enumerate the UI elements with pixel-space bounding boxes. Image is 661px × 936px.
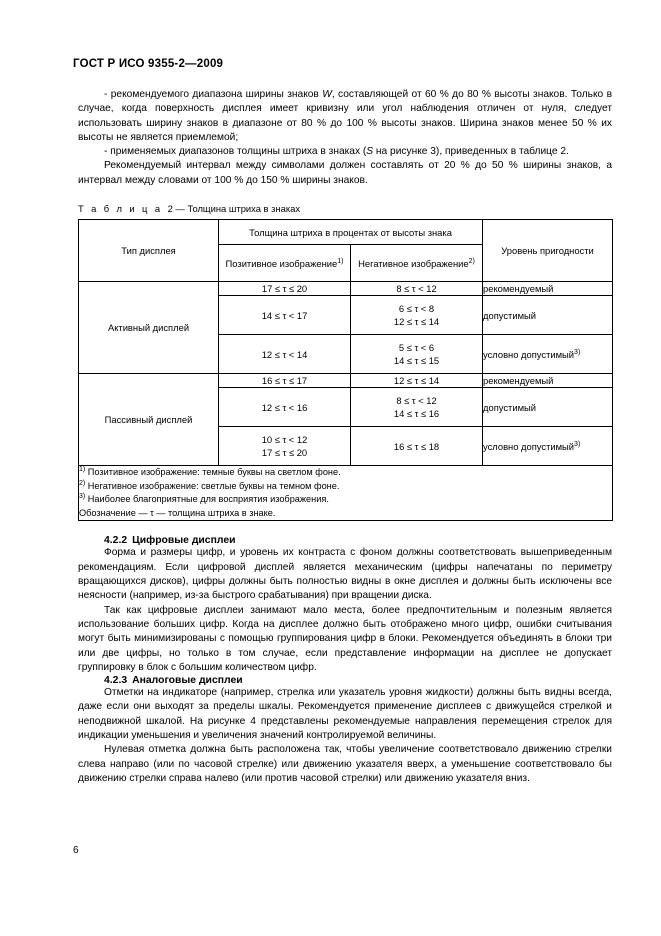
- table-row: [79, 374, 613, 388]
- header-suitability: Уровень пригодности: [483, 220, 613, 282]
- table-row: [79, 282, 613, 296]
- footnote-3-marker: 3): [79, 493, 86, 501]
- table-caption-number: 2: [167, 203, 173, 215]
- symbol-s: S: [366, 146, 374, 158]
- cell-positive-line: 16 ≤ τ ≤ 17: [261, 375, 308, 387]
- cell-positive: [219, 335, 351, 374]
- cell-suitability: [483, 388, 613, 427]
- paragraph-stroke-thickness-part-b: на рисунке 3), приведенных в таблице 2.: [373, 146, 569, 158]
- footnote-1-marker: 1): [79, 466, 86, 474]
- table-header-row-group: [79, 220, 613, 245]
- page-content: [78, 88, 612, 786]
- cell-negative-line: 8 ≤ τ < 12: [396, 283, 437, 295]
- cell-positive: [219, 296, 351, 335]
- table-caption-title: — Толщина штриха в знаках: [175, 203, 301, 215]
- header-group-thickness: Толщина штриха в процентах от высоты знака: [219, 220, 483, 245]
- cell-negative-line: 14 ≤ τ ≤ 15: [393, 355, 440, 367]
- footnote-3-text: Наиболее благоприятные для восприятия изображения.: [87, 494, 329, 505]
- paragraph-char-width: [78, 88, 612, 145]
- cell-suitability: [483, 282, 613, 296]
- footnote-2-text: Негативное изображение: светлые буквы на темном фоне.: [87, 480, 340, 491]
- cell-negative: [351, 374, 483, 388]
- table-footnotes: [79, 466, 613, 521]
- heading-4-2-2: [78, 535, 612, 546]
- cell-positive-line: 14 ≤ τ < 17: [261, 309, 308, 321]
- footnote-1: [79, 466, 612, 480]
- heading-4-2-3: [78, 675, 612, 686]
- paragraph-digital-display-1: Форма и размеры цифр, и уровень их контраста с фоном должны соответствовать вышеприведенным рекомендациям. Если цифровой дисплей является механическим (цифры напечатаны по периметру вращающихся дисков), цифры должны быть полностью видны в окне дисплея и должны быть исключены все неясности (например, из-за быстрого срабатывания) при вращении диска.: [78, 547, 612, 602]
- paragraph-digital-display-2: Так как цифровые дисплеи занимают мало места, более предпочтительным и полезным является использование больших цифр. Когда на дисплее должно быть отображено много цифр, ошибки считывания могут быть минимизированы с помощью группирования цифр в блоки. Рекомендуется объединять в блоки три или две цифры, но только в том случае, если представление информации на дисплее не допускает группировку в блок с большим количеством цифр.: [78, 604, 612, 673]
- footnote-notation: Обозначение — τ — толщина штриха в знаке.: [79, 507, 276, 518]
- cell-suitability-ref: 3): [574, 348, 581, 356]
- cell-negative-line: 14 ≤ τ ≤ 16: [393, 408, 440, 420]
- footnote-1-text: Позитивное изображение: темные буквы на светлом фоне.: [87, 467, 341, 478]
- cell-negative-line: 12 ≤ τ ≤ 14: [393, 375, 440, 387]
- cell-suitability-label: рекомендуемый: [483, 375, 554, 387]
- cell-negative-line: 12 ≤ τ ≤ 14: [393, 316, 440, 328]
- paragraph-spacing: Рекомендуемый интервал между символами должен составлять от 20 % до 50 % ширины знаков, а интервал между словами от 100 % до 150 % ширины знаков.: [78, 160, 612, 186]
- cell-positive: [219, 374, 351, 388]
- cell-negative: [351, 335, 483, 374]
- cell-positive: [219, 427, 351, 466]
- footnote-2-marker: 2): [79, 479, 86, 487]
- header-negative-image-ref: 2): [468, 257, 475, 265]
- cell-suitability-label: условно допустимый: [483, 348, 575, 360]
- header-negative-image-label: Негативное изображение: [358, 257, 469, 269]
- cell-positive-line: 17 ≤ τ ≤ 20: [261, 283, 308, 295]
- heading-4-2-2-title: Цифровые дисплеи: [132, 535, 236, 547]
- cell-positive: [219, 282, 351, 296]
- cell-suitability: [483, 427, 613, 466]
- header-negative-image: [351, 245, 483, 282]
- cell-suitability-label: рекомендуемый: [483, 283, 554, 295]
- cell-negative: [351, 282, 483, 296]
- cell-suitability-label: допустимый: [483, 309, 536, 321]
- table-caption: [78, 203, 612, 214]
- cell-negative: [351, 296, 483, 335]
- paragraph-stroke-thickness: [78, 145, 612, 159]
- table-stroke-thickness: [78, 219, 613, 521]
- paragraph-char-width-part-a: - рекомендуемого диапазона ширины знаков: [104, 89, 323, 100]
- header-display-type: Тип дисплея: [79, 220, 219, 282]
- cell-suitability: [483, 374, 613, 388]
- cell-display-type-active: Активный дисплей: [79, 282, 219, 374]
- page-number: 6: [73, 845, 79, 856]
- cell-negative: [351, 427, 483, 466]
- table-notes-row: [79, 466, 613, 521]
- footnote-3: [79, 493, 612, 507]
- cell-negative-line: 16 ≤ τ ≤ 18: [393, 440, 440, 452]
- cell-negative-line: 6 ≤ τ < 8: [398, 303, 435, 315]
- header-positive-image-ref: 1): [337, 257, 344, 265]
- page-header: ГОСТ Р ИСО 9355-2—2009: [73, 58, 224, 70]
- cell-suitability-label: допустимый: [483, 401, 536, 413]
- table-caption-label: Т а б л и ц а: [78, 203, 163, 215]
- cell-positive-line: 12 ≤ τ < 14: [261, 348, 308, 360]
- cell-positive-line: 17 ≤ τ ≤ 20: [261, 447, 308, 459]
- paragraph-analog-display-2: Нулевая отметка должна быть расположена так, чтобы увеличение соответствовало движению стрелки слева направо (или по часовой стрелке) или движению указателя вверх, а уменьшение соответствовало бы движению стрелки справа налево (или против часовой стрелки) или движению указателя вниз.: [78, 744, 612, 784]
- cell-positive-line: 10 ≤ τ < 12: [261, 434, 308, 446]
- cell-suitability-ref: 3): [574, 440, 581, 448]
- cell-display-type-passive: Пассивный дисплей: [79, 374, 219, 466]
- paragraph-char-width-part-b: , составляющей от 60 % до 80 % высоты знаков. Только в случае, когда поверхность дисплея имеет кривизну или угол наблюдения отличен от нуля, следует использовать ширину знаков в диапазоне от 80 % до 100 % высоты знаков. Ширина знаков менее 50 % их высоты не является приемлемой;: [78, 89, 612, 143]
- symbol-w: W: [322, 89, 332, 100]
- footnote-2: [79, 480, 612, 494]
- cell-negative: [351, 388, 483, 427]
- heading-4-2-3-number: 4.2.3: [104, 675, 128, 687]
- header-positive-image-label: Позитивное изображение: [225, 257, 338, 269]
- cell-negative-line: 5 ≤ τ < 6: [398, 342, 435, 354]
- cell-suitability-label: условно допустимый: [483, 440, 575, 452]
- cell-suitability: [483, 296, 613, 335]
- cell-positive: [219, 388, 351, 427]
- heading-4-2-2-number: 4.2.2: [104, 535, 128, 547]
- cell-positive-line: 12 ≤ τ < 16: [261, 401, 308, 413]
- paragraph-stroke-thickness-part-a: - применяемых диапазонов толщины штриха в знаках (: [104, 146, 367, 158]
- cell-suitability: [483, 335, 613, 374]
- paragraph-analog-display-1: Отметки на индикаторе (например, стрелка или указатель уровня жидкости) должны быть видны всегда, даже если они выходят за пределы шкалы. Рекомендуется применение дисплеев с движущейся стрелкой и неподвижной шкалой. На рисунке 4 представлены рекомендуемые направления перемещения стрелок для индикации уменьшения и увеличения значений контролируемой величины.: [78, 687, 612, 742]
- cell-negative-line: 8 ≤ τ < 12: [396, 395, 437, 407]
- header-positive-image: [219, 245, 351, 282]
- heading-4-2-3-title: Аналоговые дисплеи: [132, 675, 243, 687]
